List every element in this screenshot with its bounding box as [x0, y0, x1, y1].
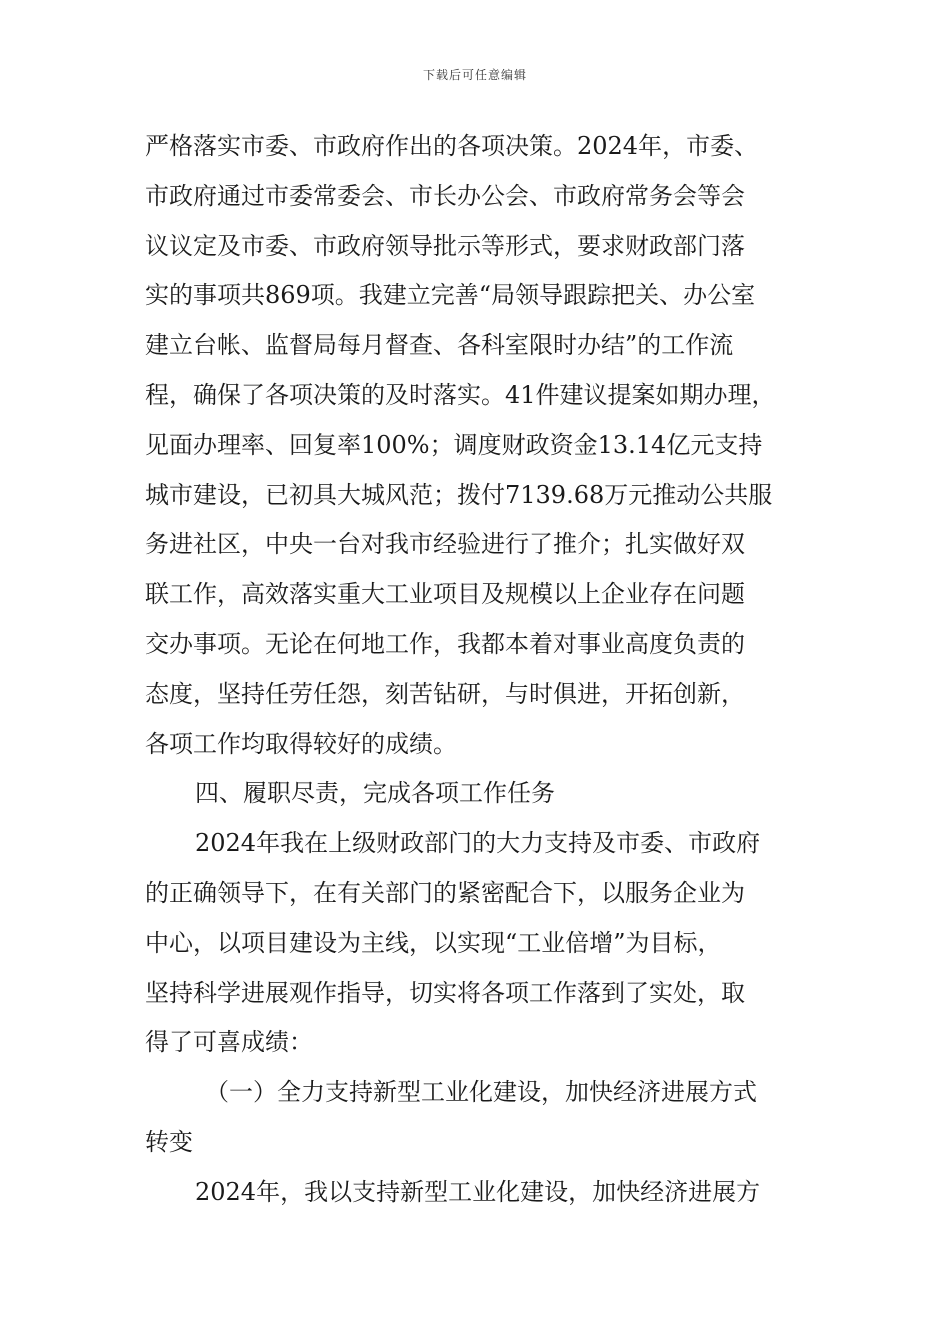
text-line: 联工作，高效落实重大工业项目及规模以上企业存在问题	[145, 580, 745, 609]
subsection-heading: （一）全力支持新型工业化建设，加快经济进展方式	[205, 1078, 757, 1107]
text-line: 城市建设，已初具大城风范；拨付7139.68万元推动公共服	[145, 480, 773, 509]
text-line: 态度，坚持任劳任怨，刻苦钻研，与时俱进，开拓创新，	[145, 679, 745, 708]
text-line: 议议定及市委、市政府领导批示等形式，要求财政部门落	[145, 231, 745, 260]
document-body	[145, 122, 815, 1218]
text-line: 的正确领导下，在有关部门的紧密配合下，以服务企业为	[145, 878, 745, 907]
page-header: 下载后可任意编辑	[422, 68, 527, 82]
text-line: 2024年我在上级财政部门的大力支持及市委、市政府	[195, 829, 761, 858]
text-line: 实的事项共869项。我建立完善“局领导跟踪把关、办公室	[145, 281, 756, 310]
text-line: 市政府通过市委常委会、市长办公会、市政府常务会等会	[145, 181, 745, 210]
section-heading: 四、履职尽责，完成各项工作任务	[195, 779, 555, 808]
text-line: 中心，以项目建设为主线，以实现“工业倍增”为目标，	[145, 928, 722, 957]
text-line: 务进社区，中央一台对我市经验进行了推介；扎实做好双	[145, 530, 745, 559]
text-line: 2024年，我以支持新型工业化建设，加快经济进展方	[195, 1177, 761, 1206]
text-line: 见面办理率、回复率100%；调度财政资金13.14亿元支持	[145, 430, 763, 459]
subsection-heading-continued: 转变	[145, 1127, 193, 1156]
text-line: 严格落实市委、市政府作出的各项决策。2024年，市委、	[145, 132, 759, 160]
text-line: 交办事项。无论在何地工作，我都本着对事业高度负责的	[145, 629, 745, 658]
text-line: 各项工作均取得较好的成绩。	[145, 729, 457, 758]
text-line: 建立台帐、监督局每月督查、各科室限时办结”的工作流	[145, 331, 734, 360]
text-line: 得了可喜成绩：	[145, 1028, 313, 1057]
text-line: 程，确保了各项决策的及时落实。41件建议提案如期办理，	[145, 380, 776, 409]
text-line: 坚持科学进展观作指导，切实将各项工作落到了实处，取	[145, 978, 745, 1007]
